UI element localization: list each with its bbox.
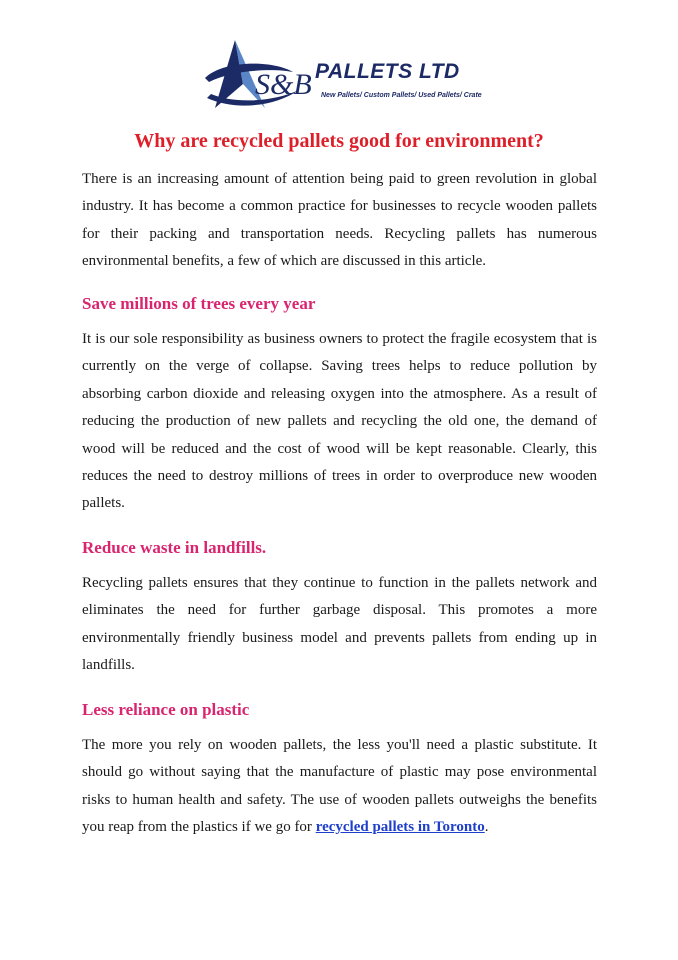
plastic-body-end: . bbox=[484, 819, 489, 836]
company-logo bbox=[203, 38, 483, 118]
section-heading-trees: Save millions of trees every year bbox=[82, 294, 316, 313]
intro-paragraph: There is an increasing amount of attention being paid to green revolution in global industry. It has become a common practice for businesses to recycle wooden pallets for their packing and transportation needs. Recycling pallets has numerous environmental benefits, a few of which are discussed in this article. bbox=[82, 171, 597, 270]
section-heading-plastic: Less reliance on plastic bbox=[82, 700, 250, 719]
logo-brand-name: PALLETS LTD bbox=[315, 60, 460, 83]
section-body-trees: It is our sole responsibility as business owners to protect the fragile ecosystem that is currently on the verge of collapse. Saving trees helps to reduce pollution by absorbing carbon dioxide and releasing oxygen into the atmosphere. As a result of reducing the production of new pallets and recycling the old one, the demand of wood will be reduced and the cost of wood will be kept reasonable. Clearly, this reduces the need to destroy millions of trees in order to overproduce new wooden pallets. bbox=[82, 331, 597, 512]
section-body-landfills: Recycling pallets ensures that they continue to function in the pallets network and eliminates the need for further garbage disposal. This promotes a more environmentally friendly business model and prevents pallets from ending up in landfills. bbox=[82, 575, 597, 674]
plastic-body-text: The more you rely on wooden pallets, the less you'll need a plastic substitute. It should go without saying that the manufacture of plastic may pose environmental risks to human health and safety. The use of wooden pallets outweighs the benefits you reap from the plastics if we go for bbox=[82, 737, 597, 836]
logo-tagline: New Pallets/ Custom Pallets/ Used Pallets/ Crate bbox=[321, 92, 482, 99]
section-body-plastic bbox=[82, 732, 597, 842]
section-heading-landfills: Reduce waste in landfills. bbox=[82, 538, 267, 557]
page-title: Why are recycled pallets good for environment? bbox=[134, 130, 544, 152]
logo-initials: S&B bbox=[255, 68, 312, 101]
recycled-pallets-link[interactable]: recycled pallets in Toronto bbox=[315, 819, 485, 836]
